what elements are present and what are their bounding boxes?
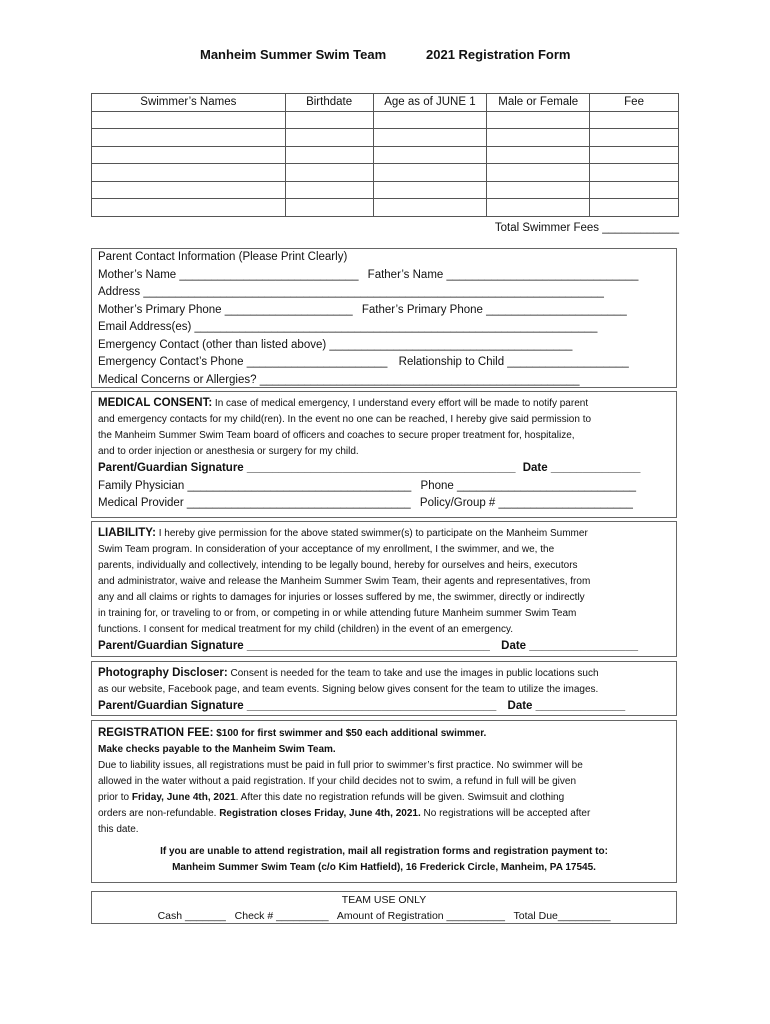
emergency-phone-field[interactable]: Emergency Contact’s Phone ______________________ (98, 356, 388, 368)
medical-concerns-field[interactable]: Medical Concerns or Allergies? __________________________________________________ (98, 373, 580, 386)
fee-text-2: allowed in the water without a paid registration. If your child decides not to swim, a refund in full will be given (98, 776, 577, 787)
table-cell[interactable] (590, 164, 679, 182)
mother-phone-field[interactable]: Mother’s Primary Phone ____________________ (98, 303, 353, 316)
liability-signature-row (92, 638, 676, 656)
fee-text-3c: . After this date no registration refunds will be given. Swimsuit and clothing (235, 792, 565, 803)
photography-text (92, 665, 676, 698)
table-cell[interactable] (590, 111, 679, 129)
liability-text-7: functions. I consent for medical treatment for my child (children) in the event of an emergency. (98, 624, 514, 635)
medical-date-field[interactable]: Date ______________ (522, 462, 641, 474)
table-cell[interactable] (373, 164, 487, 182)
medical-consent-text (92, 395, 676, 460)
team-use-row (92, 908, 676, 924)
mail-instructions (92, 844, 676, 876)
mail-text-1: If you are unable to attend registration, mail all registration forms and registration payment to: (160, 846, 608, 857)
liability-heading: LIABILITY: (98, 527, 156, 539)
fee-text-1: Due to liability issues, all registrations must be paid in full prior to swimmer’s first practice. No swimmer will be (98, 760, 583, 771)
table-header-row (92, 94, 679, 112)
col-age: Age as of JUNE 1 (373, 94, 487, 112)
col-fee: Fee (590, 94, 679, 112)
contact-section (91, 248, 677, 388)
table-cell[interactable] (285, 129, 373, 147)
table-cell[interactable] (373, 146, 487, 164)
father-name-field[interactable]: Father’s Name ______________________________ (367, 268, 639, 281)
table-row (92, 164, 679, 182)
father-phone-field[interactable]: Father’s Primary Phone ______________________ (361, 303, 627, 316)
table-cell[interactable] (487, 164, 590, 182)
table-cell[interactable] (92, 146, 286, 164)
table-cell[interactable] (373, 181, 487, 199)
liability-text-4: and administrator, waive and release the Manheim Summer Swim Team, their agents and representatives, from (98, 576, 591, 587)
table-body (92, 111, 679, 216)
table-cell[interactable] (92, 199, 286, 217)
col-birthdate: Birthdate (285, 94, 373, 112)
table-cell[interactable] (92, 164, 286, 182)
team-use-section (91, 891, 677, 924)
medical-text-1: In case of medical emergency, I understand every effort will be made to notify parent (212, 398, 589, 409)
liability-text (92, 525, 676, 638)
relationship-field[interactable]: Relationship to Child ___________________ (398, 356, 629, 368)
liability-text-6: in training for, or traveling to or from, or competing in or while attending future Manheim summer Swim Team (98, 608, 577, 619)
provider-row (92, 495, 676, 513)
table-cell[interactable] (285, 181, 373, 199)
table-row (92, 181, 679, 199)
swimmer-table (91, 93, 679, 217)
fee-amount: $100 for first swimmer and $50 each additional swimmer. (213, 728, 487, 739)
table-cell[interactable] (92, 129, 286, 147)
liability-text-1: I hereby give permission for the above stated swimmer(s) to participate on the Manheim Summer (155, 528, 588, 539)
liability-text-5: any and all claims or rights to damages for injuries or losses suffered by me, the swimmer, directly or indirectly (98, 592, 585, 603)
photography-text-2: as our website, Facebook page, and team events. Signing below gives consent for the team to utilize the images. (98, 684, 599, 695)
table-row (92, 199, 679, 217)
team-use-heading: TEAM USE ONLY (341, 894, 427, 906)
fee-registration-closes: Registration closes Friday, June 4th, 2021. (219, 808, 421, 819)
physician-field[interactable]: Family Physician ___________________________________ (98, 479, 412, 492)
mother-name-field[interactable]: Mother’s Name ____________________________ (98, 268, 359, 281)
cash-field[interactable]: Cash _______ (157, 910, 226, 922)
photography-signature-field[interactable]: Parent/Guardian Signature _______________________________________ (98, 700, 497, 712)
emergency-contact-field[interactable]: Emergency Contact (other than listed above) ______________________________________ (98, 338, 573, 351)
medical-text-4: and to order injection or anesthesia or surgery for my child. (98, 446, 359, 457)
physician-phone-field[interactable]: Phone ____________________________ (420, 479, 637, 492)
col-gender: Male or Female (487, 94, 590, 112)
table-cell[interactable] (590, 146, 679, 164)
col-names: Swimmer’s Names (92, 94, 286, 112)
fee-heading: REGISTRATION FEE: (98, 727, 214, 739)
table-cell[interactable] (373, 129, 487, 147)
table-cell[interactable] (285, 164, 373, 182)
medical-signature-field[interactable]: Parent/Guardian Signature __________________________________________ (98, 462, 516, 474)
table-row (92, 146, 679, 164)
table-cell[interactable] (285, 111, 373, 129)
medical-text-3: the Manheim Summer Swim Team board of officers and coaches to secure proper treatment for, hospitalize, (98, 430, 575, 441)
total-fees[interactable]: Total Swimmer Fees ____________ (494, 222, 679, 234)
table-cell[interactable] (590, 199, 679, 217)
table-cell[interactable] (285, 146, 373, 164)
medical-signature-row (92, 460, 676, 478)
check-number-field[interactable]: Check # _________ (234, 910, 329, 922)
address-field[interactable]: Address ________________________________________________________________________ (98, 286, 604, 298)
fee-text (92, 725, 676, 838)
table-cell[interactable] (487, 111, 590, 129)
mail-address: Manheim Summer Swim Team (c/o Kim Hatfield), 16 Frederick Circle, Manheim, PA 17545. (172, 862, 596, 873)
liability-date-field[interactable]: Date _________________ (501, 640, 638, 652)
fee-text-5: this date. (98, 824, 139, 835)
photography-date-field[interactable]: Date ______________ (507, 700, 626, 712)
table-cell[interactable] (487, 199, 590, 217)
liability-text-3: parents, individually and collectively, intending to be legally bound, hereby for ourselves and heirs, executors (98, 560, 578, 571)
provider-field[interactable]: Medical Provider ___________________________________ (98, 497, 411, 509)
table-cell[interactable] (373, 199, 487, 217)
table-row (92, 111, 679, 129)
total-due-field[interactable]: Total Due_________ (513, 910, 611, 922)
contact-heading: Parent Contact Information (Please Print Clearly) (98, 251, 348, 263)
form-name: 2021 Registration Form (426, 47, 571, 62)
photography-section (91, 661, 677, 716)
form-title (0, 47, 770, 67)
fee-text-4c: No registrations will be accepted after (420, 808, 591, 819)
team-name: Manheim Summer Swim Team (200, 47, 387, 62)
policy-field[interactable]: Policy/Group # _____________________ (419, 497, 633, 509)
physician-row (92, 478, 676, 496)
photography-heading: Photography Discloser: (98, 667, 228, 679)
liability-signature-field[interactable]: Parent/Guardian Signature ______________________________________ (98, 640, 490, 652)
parent-names-row (92, 267, 676, 285)
fee-text-3a: prior to (98, 792, 132, 803)
table-row (92, 129, 679, 147)
medical-consent-section (91, 391, 677, 518)
table-cell[interactable] (590, 129, 679, 147)
photography-text-1: Consent is needed for the team to take and use the images in public locations such (227, 668, 599, 679)
table-cell[interactable] (487, 129, 590, 147)
table-cell[interactable] (92, 111, 286, 129)
table-cell[interactable] (92, 181, 286, 199)
liability-section (91, 521, 677, 657)
email-field[interactable]: Email Address(es) _______________________________________________________________ (98, 321, 598, 333)
fee-checks: Make checks payable to the Manheim Swim Team. (98, 744, 336, 755)
emergency-phone-row (92, 354, 676, 372)
medical-text-2: and emergency contacts for my child(ren). In the event no one can be reached, I hereby give said permission to (98, 414, 592, 425)
table-cell[interactable] (285, 199, 373, 217)
parent-phones-row (92, 302, 676, 320)
table-cell[interactable] (487, 146, 590, 164)
amount-field[interactable]: Amount of Registration __________ (336, 910, 505, 922)
table-cell[interactable] (590, 181, 679, 199)
registration-fee-section (91, 720, 677, 883)
table-cell[interactable] (373, 111, 487, 129)
fee-text-4a: orders are non-refundable. (98, 808, 220, 819)
fee-deadline-date: Friday, June 4th, 2021 (131, 792, 236, 803)
medical-heading: MEDICAL CONSENT: (98, 397, 213, 409)
liability-text-2: Swim Team program. In consideration of your acceptance of my enrollment, I the swimmer, and we, the (98, 544, 555, 555)
photography-signature-row (92, 698, 676, 716)
table-cell[interactable] (487, 181, 590, 199)
